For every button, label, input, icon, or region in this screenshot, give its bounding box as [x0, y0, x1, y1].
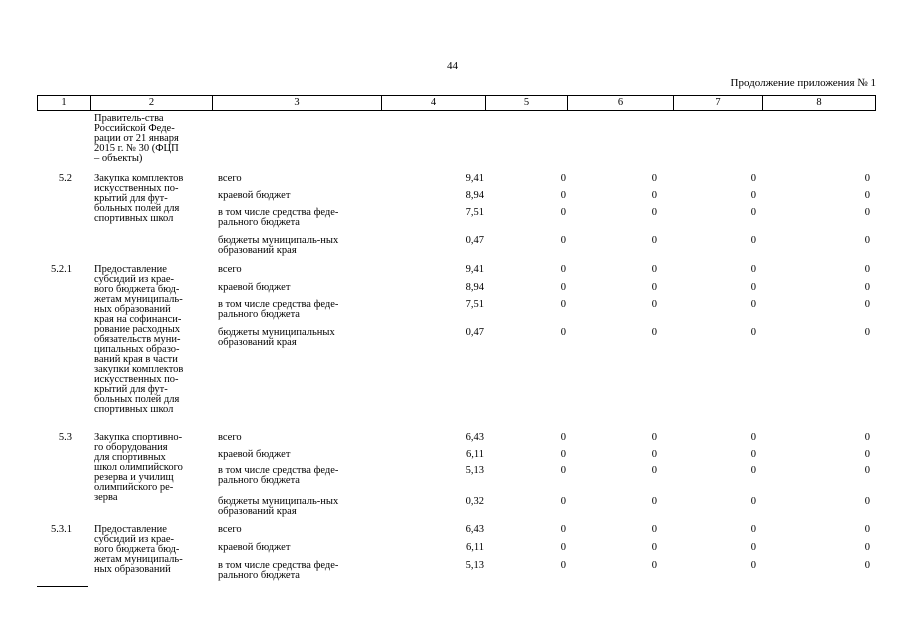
value-col-7: 0 [750, 235, 756, 246]
row-number: 5.2.1 [51, 264, 72, 275]
funding-source: всего [218, 432, 242, 443]
value-col-5: 0 [560, 235, 566, 246]
funding-source: всего [218, 524, 242, 535]
value-col-8: 0 [864, 282, 870, 293]
value-col-4: 8,94 [465, 190, 484, 201]
value-col-4: 5,13 [465, 465, 484, 476]
value-col-6: 0 [651, 173, 657, 184]
value-col-5: 0 [560, 542, 566, 553]
continuation-caption: Продолжение приложения № 1 [730, 77, 876, 89]
funding-source: всего [218, 264, 242, 275]
row-name: Предоставление субсидий из крае- вого бюджета бюд- жетам муниципаль- ных образований края на софинанси- рование расходных обязательств муни- ципальных образо- ваний края в части закупки комплектов искусственных по- крытий для фут- больных полей для спортивных школ [94, 264, 184, 415]
page-number: 44 [447, 60, 458, 72]
value-col-7: 0 [750, 282, 756, 293]
value-col-4: 6,11 [466, 449, 484, 460]
value-col-6: 0 [651, 496, 657, 507]
value-col-7: 0 [750, 496, 756, 507]
footnote-separator [37, 586, 88, 587]
row-number: 5.2 [58, 173, 72, 184]
value-col-5: 0 [560, 432, 566, 443]
header-col-8: 8 [816, 97, 822, 108]
header-col-6: 6 [568, 96, 674, 110]
value-col-8: 0 [864, 560, 870, 571]
funding-source: краевой бюджет [218, 190, 291, 201]
value-col-6: 0 [651, 235, 657, 246]
row-name: Закупка комплектов искусственных по- крытий для фут- больных полей для спортивных школ [94, 173, 184, 224]
value-col-8: 0 [864, 327, 870, 338]
value-col-8: 0 [864, 524, 870, 535]
value-col-8: 0 [864, 542, 870, 553]
value-col-6: 0 [651, 282, 657, 293]
row-name: Закупка спортивно- го оборудования для спортивных школ олимпийского резерва и училищ олимпийского ре- зерва [94, 432, 183, 503]
value-col-7: 0 [750, 299, 756, 310]
value-col-5: 0 [560, 264, 566, 275]
value-col-8: 0 [864, 465, 870, 476]
funding-source: бюджеты муниципальных образований края [218, 327, 335, 348]
funding-source: в том числе средства феде- рального бюджета [218, 299, 339, 320]
value-col-6: 0 [651, 560, 657, 571]
value-col-5: 0 [560, 465, 566, 476]
value-col-4: 8,94 [465, 282, 484, 293]
value-col-7: 0 [750, 542, 756, 553]
value-col-5: 0 [560, 449, 566, 460]
funding-source: краевой бюджет [218, 449, 291, 460]
header-col-5: 5 [486, 96, 568, 110]
value-col-4: 7,51 [465, 207, 484, 218]
funding-source: краевой бюджет [218, 282, 291, 293]
value-col-6: 0 [651, 190, 657, 201]
value-col-7: 0 [750, 327, 756, 338]
value-col-6: 0 [651, 524, 657, 535]
value-col-8: 0 [864, 496, 870, 507]
value-col-4: 0,47 [465, 235, 484, 246]
value-col-6: 0 [651, 207, 657, 218]
row-name: Предоставление субсидий из крае- вого бюджета бюд- жетам муниципаль- ных образований [94, 524, 183, 575]
value-col-7: 0 [750, 264, 756, 275]
value-col-7: 0 [750, 173, 756, 184]
value-col-6: 0 [651, 465, 657, 476]
value-col-7: 0 [750, 432, 756, 443]
row-name: Правитель-ства Российской Феде- рации от 21 января 2015 г. № 30 (ФЦП – объекты) [94, 113, 179, 164]
value-col-7: 0 [750, 524, 756, 535]
value-col-7: 0 [750, 560, 756, 571]
value-col-6: 0 [651, 449, 657, 460]
funding-source: в том числе средства феде- рального бюджета [218, 207, 339, 228]
value-col-5: 0 [560, 207, 566, 218]
value-col-5: 0 [560, 524, 566, 535]
value-col-7: 0 [750, 449, 756, 460]
funding-source: в том числе средства феде- рального бюджета [218, 465, 339, 486]
value-col-4: 6,43 [465, 432, 484, 443]
value-col-5: 0 [560, 496, 566, 507]
value-col-6: 0 [651, 327, 657, 338]
value-col-8: 0 [864, 190, 870, 201]
value-col-8: 0 [864, 207, 870, 218]
header-col-7: 7 [674, 96, 763, 110]
value-col-6: 0 [651, 542, 657, 553]
value-col-8: 0 [864, 264, 870, 275]
header-col-4: 4 [382, 96, 486, 110]
value-col-4: 6,11 [466, 542, 484, 553]
value-col-4: 0,32 [465, 496, 484, 507]
value-col-5: 0 [560, 560, 566, 571]
value-col-5: 0 [560, 299, 566, 310]
value-col-6: 0 [651, 299, 657, 310]
value-col-4: 9,41 [465, 173, 484, 184]
value-col-7: 0 [750, 207, 756, 218]
value-col-4: 9,41 [465, 264, 484, 275]
value-col-4: 7,51 [465, 299, 484, 310]
header-col-1: 1 [38, 96, 91, 110]
value-col-5: 0 [560, 327, 566, 338]
value-col-7: 0 [750, 190, 756, 201]
value-col-4: 6,43 [465, 524, 484, 535]
value-col-8: 0 [864, 235, 870, 246]
funding-source: краевой бюджет [218, 542, 291, 553]
value-col-5: 0 [560, 282, 566, 293]
funding-source: в том числе средства феде- рального бюджета [218, 560, 339, 581]
value-col-6: 0 [651, 432, 657, 443]
row-number: 5.3 [58, 432, 72, 443]
value-col-7: 0 [750, 465, 756, 476]
value-col-8: 0 [864, 173, 870, 184]
value-col-8: 0 [864, 432, 870, 443]
row-number: 5.3.1 [51, 524, 72, 535]
value-col-8: 0 [864, 299, 870, 310]
value-col-6: 0 [651, 264, 657, 275]
value-col-8: 0 [864, 449, 870, 460]
funding-source: бюджеты муниципаль-ных образований края [218, 496, 339, 517]
value-col-4: 0,47 [465, 327, 484, 338]
funding-source: всего [218, 173, 242, 184]
value-col-4: 5,13 [465, 560, 484, 571]
funding-source: бюджеты муниципаль-ных образований края [218, 235, 339, 256]
header-col-3: 3 [213, 96, 382, 110]
value-col-5: 0 [560, 190, 566, 201]
value-col-5: 0 [560, 173, 566, 184]
header-col-2: 2 [91, 96, 213, 110]
